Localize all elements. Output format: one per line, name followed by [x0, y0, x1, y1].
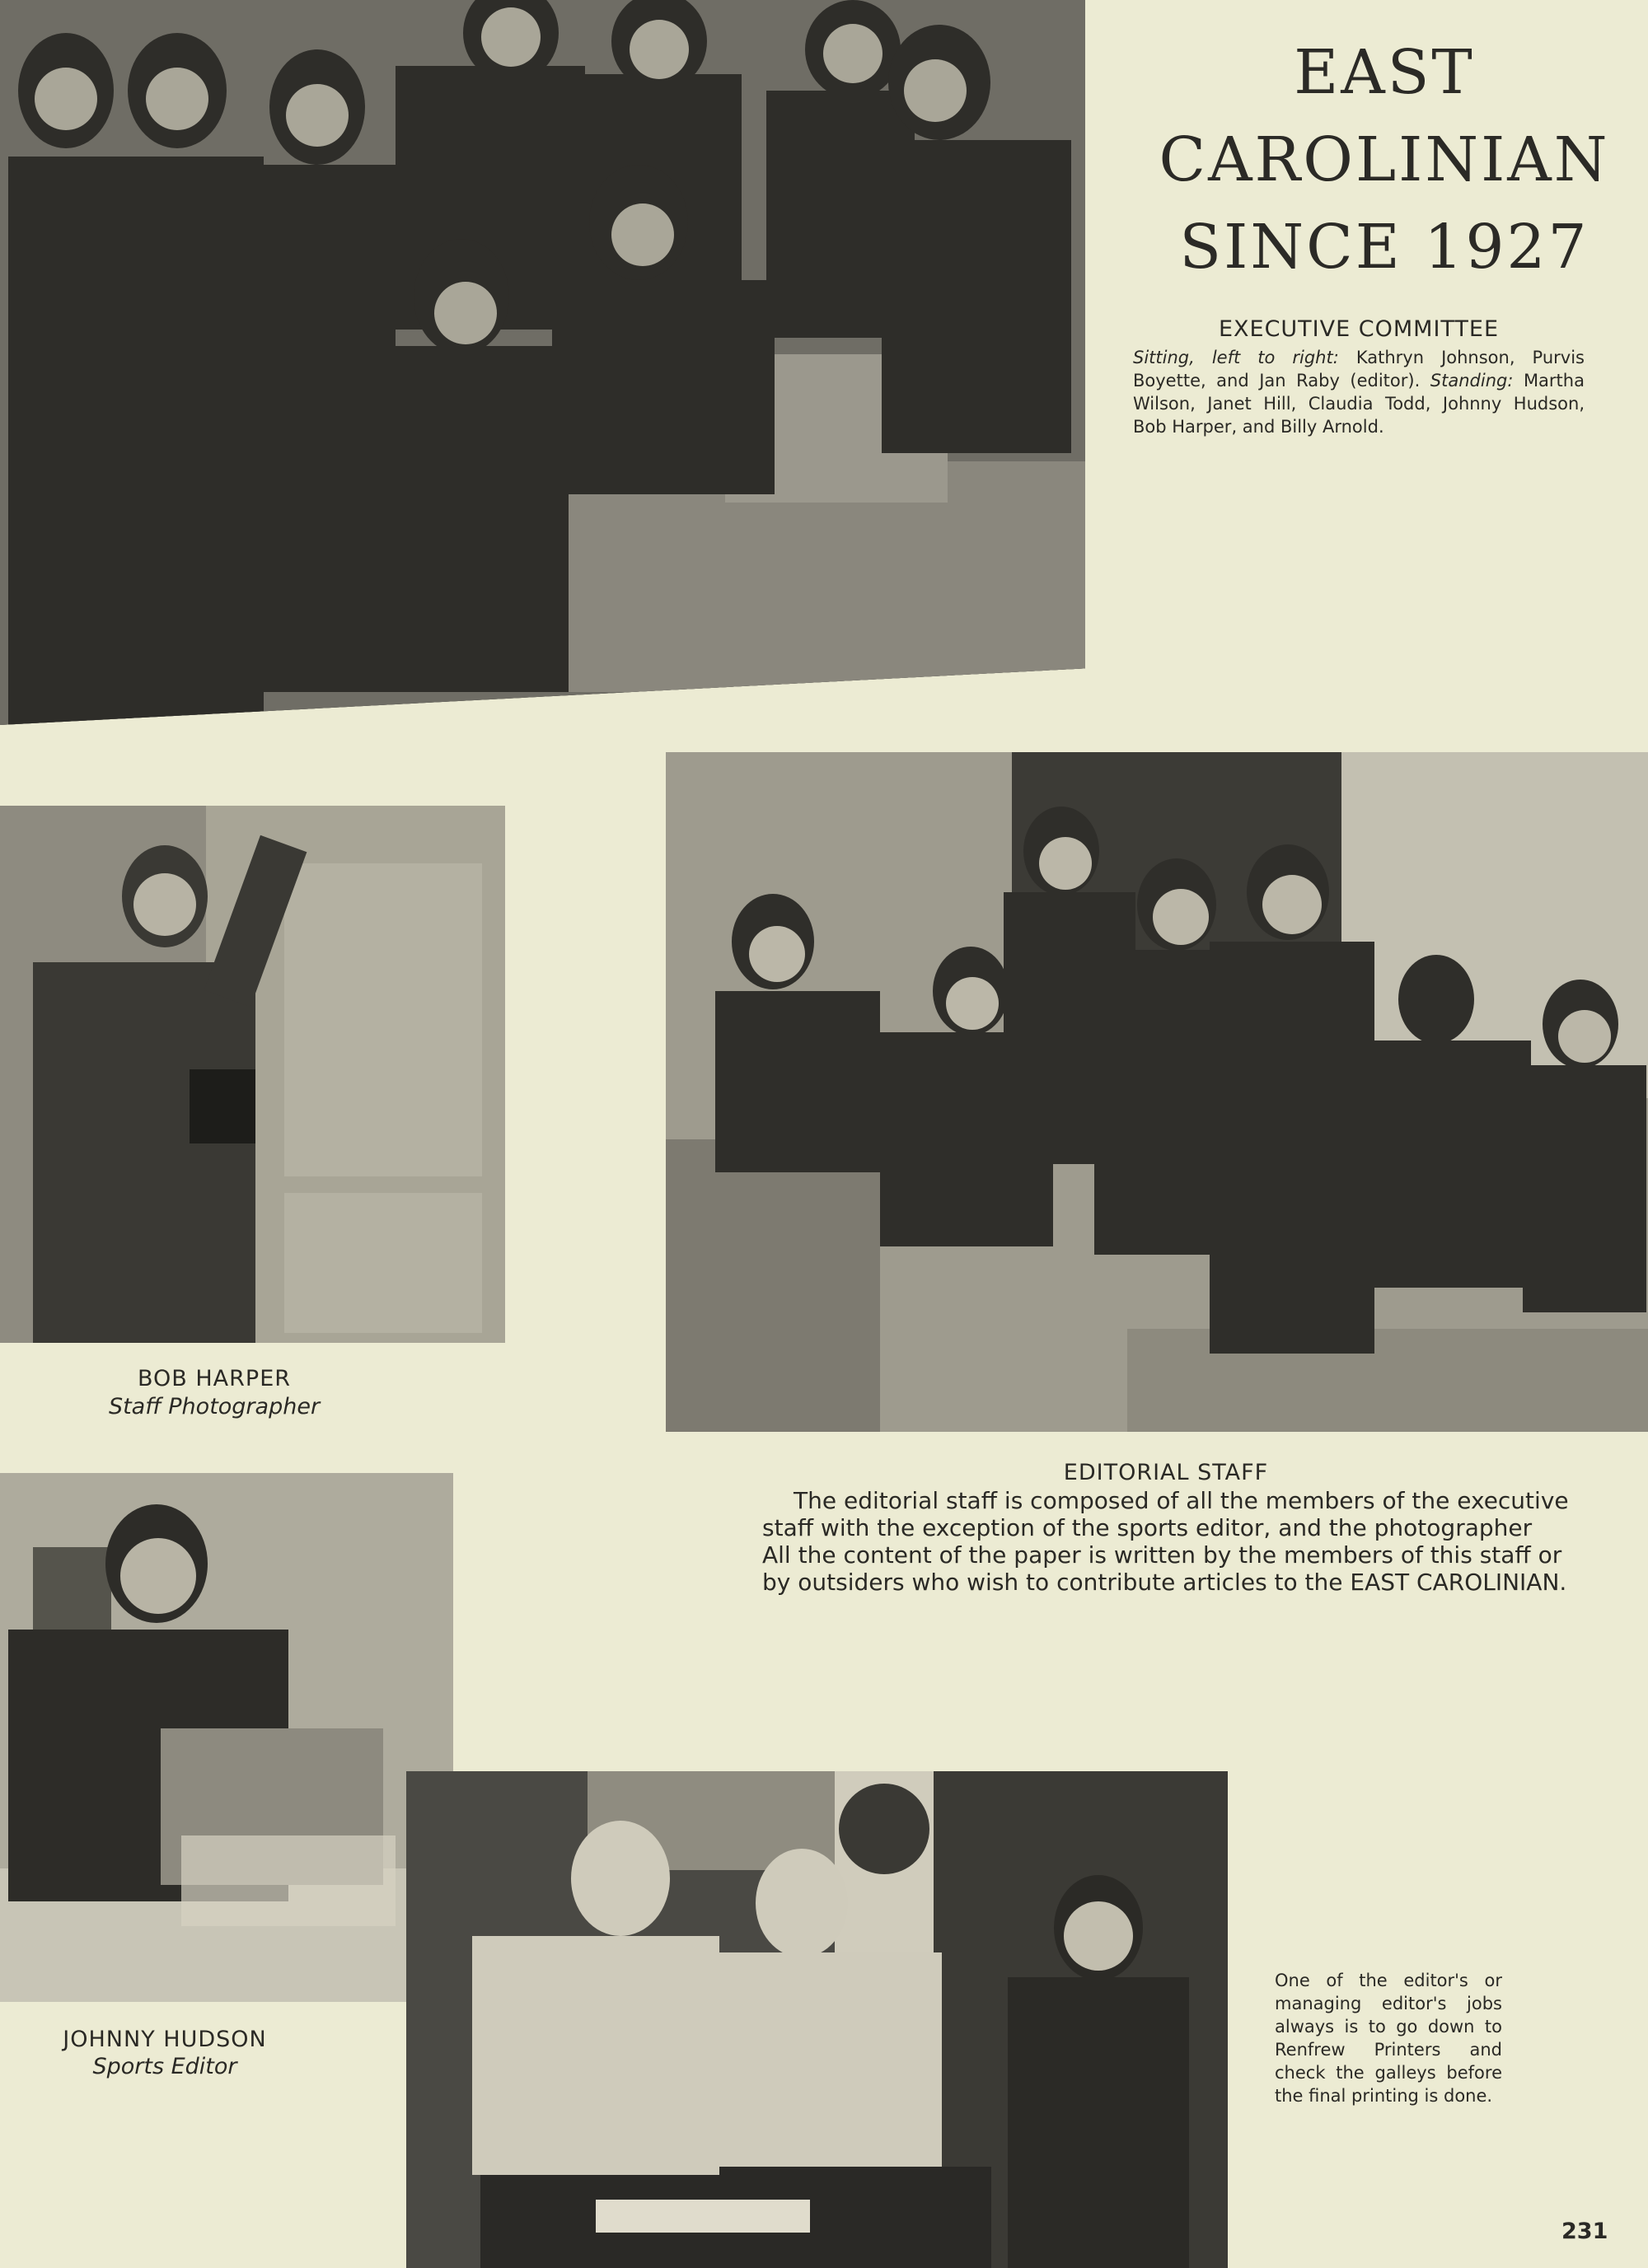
title-line-1: EAST [1294, 37, 1475, 108]
executive-committee-caption [1133, 346, 1585, 438]
caption-standing-lead: Standing: [1430, 371, 1514, 390]
printers-line-3: always is to go down to [1275, 2017, 1502, 2037]
printers-caption [1275, 1969, 1502, 2107]
photographer-name: BOB HARPER [137, 1366, 292, 1391]
printers-line-5: check the galleys before [1275, 2063, 1502, 2083]
editorial-staff-caption [762, 1487, 1570, 1596]
title-line-2: CAROLINIAN [1159, 124, 1610, 195]
page-number: 231 [1561, 2219, 1608, 2244]
editorial-line-3: All the content of the paper is written by the members of this staff or [762, 1541, 1562, 1569]
page-title [1121, 29, 1648, 291]
executive-committee-heading: EXECUTIVE COMMITTEE [1218, 316, 1500, 342]
sports-editor-photo [0, 1473, 453, 2002]
printers-line-6: the final printing is done. [1275, 2086, 1493, 2106]
printers-line-2: managing editor's jobs [1275, 1994, 1502, 2013]
executive-committee-photo [0, 0, 1085, 725]
sports-editor-role: Sports Editor [92, 2054, 237, 2079]
caption-standing-names: Martha Wilson, Janet Hill, Claudia Todd, Johnny Hudson, Bob Harper, and Billy Arnold. [1133, 371, 1585, 437]
printers-line-1: One of the editor's or [1275, 1971, 1502, 1990]
editorial-line-4: by outsiders who wish to contribute articles to the EAST CAROLINIAN. [762, 1569, 1567, 1596]
caption-sitting-lead: Sitting, left to right: [1133, 348, 1339, 367]
editorial-line-1: The editorial staff is composed of all the members of the executive [794, 1487, 1569, 1514]
editorial-staff-photo [666, 752, 1648, 1432]
photographer-photo [0, 806, 505, 1343]
title-line-3: SINCE 1927 [1179, 212, 1589, 283]
sports-editor-name: JOHNNY HUDSON [63, 2027, 267, 2052]
photographer-role: Staff Photographer [108, 1394, 321, 1419]
printers-photo [406, 1771, 1228, 2268]
editorial-line-2: staff with the exception of the sports editor, and the photographer [762, 1514, 1533, 1541]
printers-line-4: Renfrew Printers and [1275, 2040, 1502, 2060]
editorial-staff-heading: EDITORIAL STAFF [1063, 1460, 1269, 1485]
caption-sitting-names: Kathryn Johnson, Purvis Boyette, and Jan Raby (editor). [1133, 348, 1585, 390]
